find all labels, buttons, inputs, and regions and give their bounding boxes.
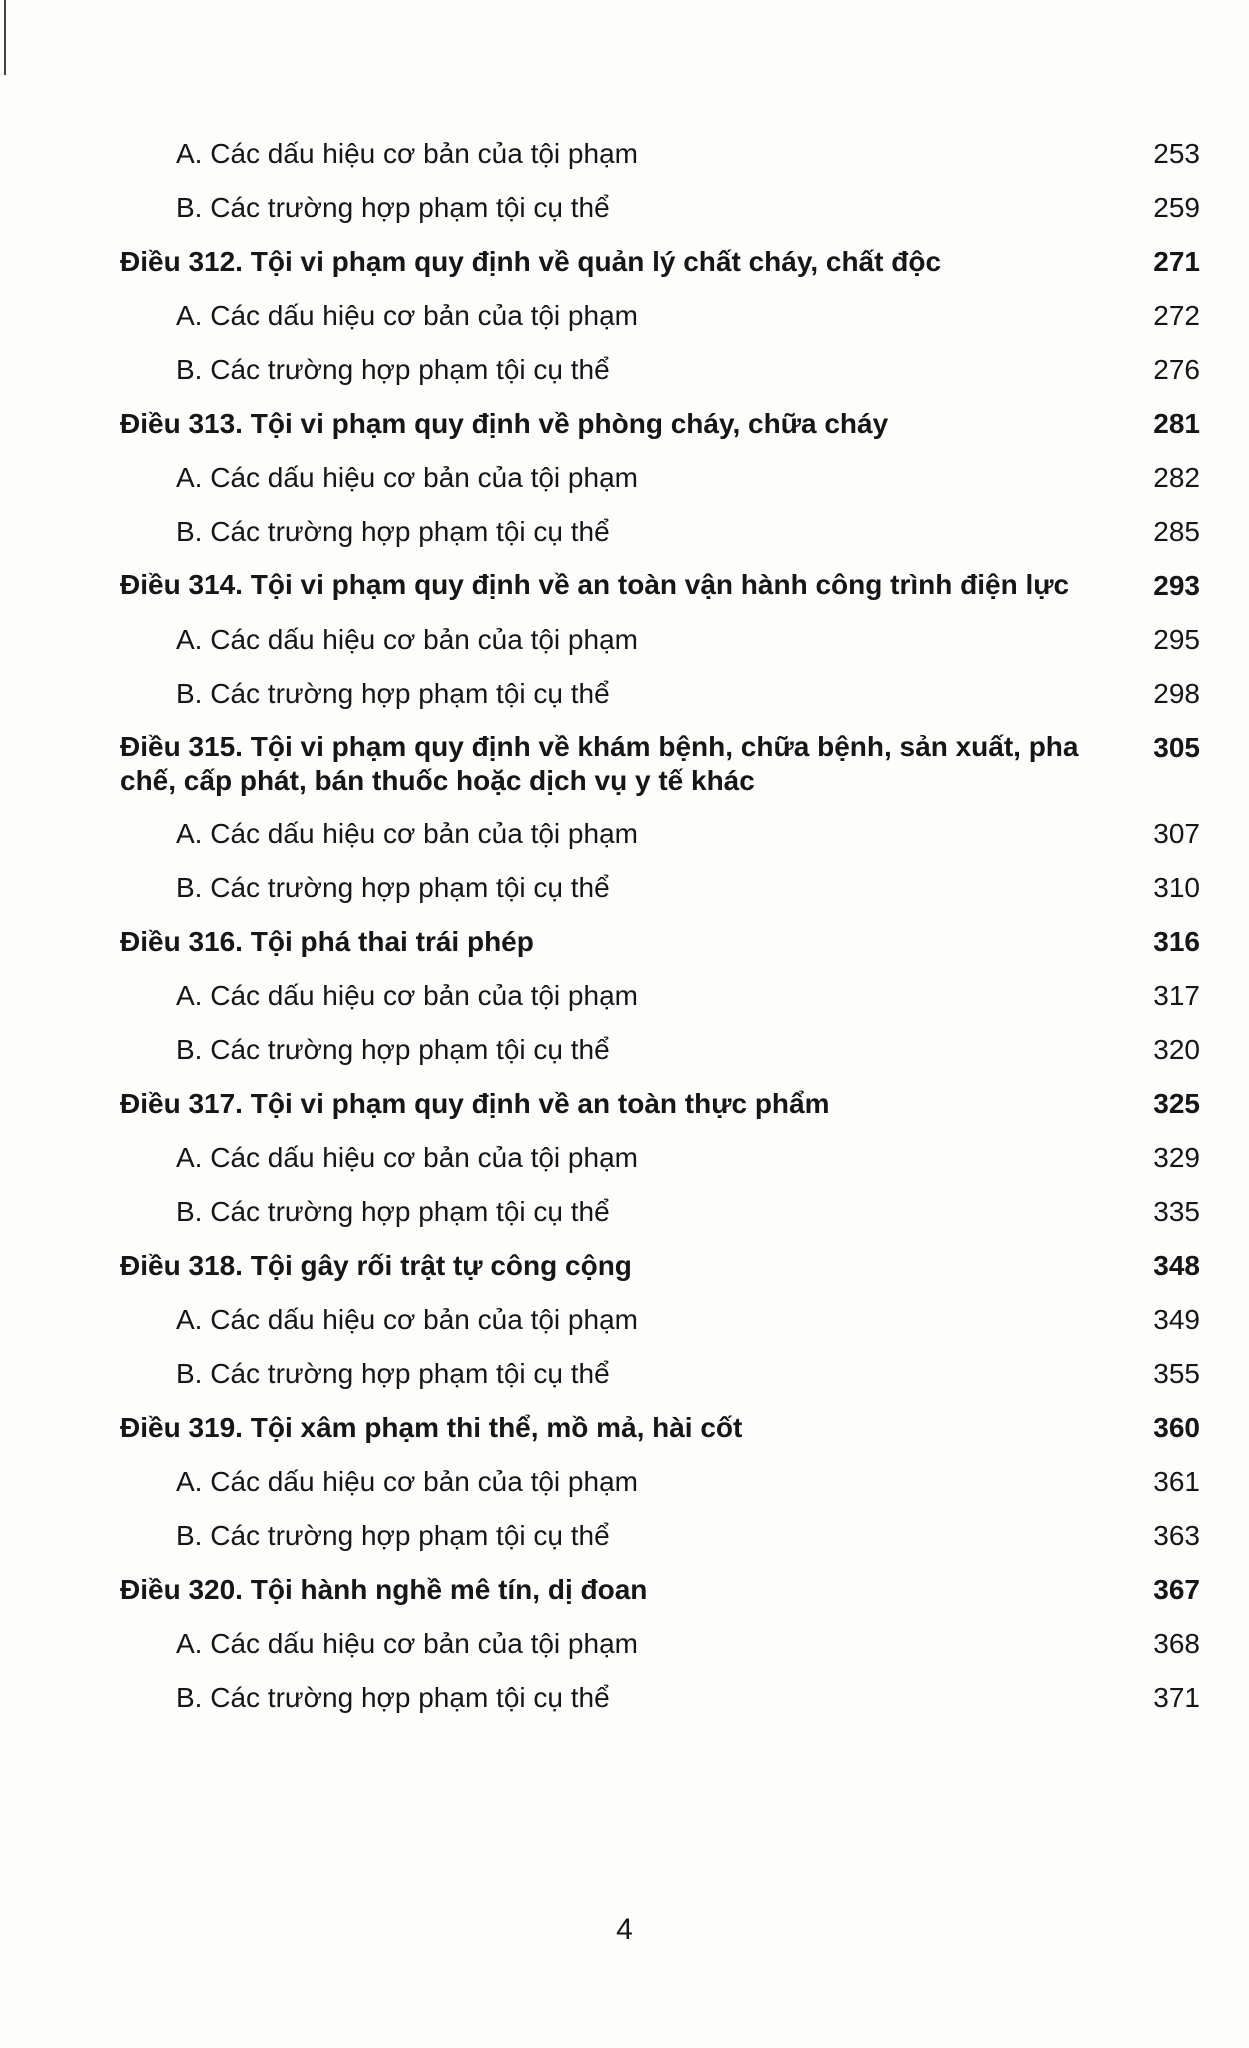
toc-entry-page: 335: [1153, 1196, 1200, 1227]
toc-entry-title: B. Các trường hợp phạm tội cụ thể: [176, 1196, 610, 1227]
toc-entry-page: 368: [1153, 1628, 1200, 1659]
toc-entry-page: 253: [1153, 138, 1200, 169]
toc-entry-sub[interactable]: [120, 870, 1200, 906]
toc-entry-page: 320: [1153, 1034, 1200, 1065]
toc-entry-sub[interactable]: [120, 1518, 1200, 1554]
toc-entry-page: 348: [1153, 1250, 1200, 1281]
toc-entry-page: 361: [1153, 1466, 1200, 1497]
toc-entry-title: A. Các dấu hiệu cơ bản của tội phạm: [176, 1304, 638, 1335]
toc-entry-title: A. Các dấu hiệu cơ bản của tội phạm: [176, 624, 638, 655]
toc-entry-page: 317: [1153, 980, 1200, 1011]
toc-entry-sub[interactable]: [120, 1464, 1200, 1500]
toc-entry-sub[interactable]: [120, 352, 1200, 388]
toc-entry-article[interactable]: [120, 406, 1200, 442]
toc-entry-page: 329: [1153, 1142, 1200, 1173]
toc-entry-page: 305: [1153, 732, 1200, 763]
toc-entry-title: A. Các dấu hiệu cơ bản của tội phạm: [176, 1466, 638, 1497]
toc-entry-sub[interactable]: [120, 1140, 1200, 1176]
toc-entry-title: B. Các trường hợp phạm tội cụ thể: [176, 678, 610, 709]
toc-entry-article[interactable]: [120, 1410, 1200, 1446]
toc-entry-page: 282: [1153, 462, 1200, 493]
toc-entry-title: B. Các trường hợp phạm tội cụ thể: [176, 516, 610, 547]
toc-entry-title: A. Các dấu hiệu cơ bản của tội phạm: [176, 300, 638, 331]
toc-entry-article[interactable]: [120, 1086, 1200, 1122]
toc-entry-title: B. Các trường hợp phạm tội cụ thể: [176, 872, 610, 903]
toc-entry-title: A. Các dấu hiệu cơ bản của tội phạm: [176, 980, 638, 1011]
toc-entry-page: 355: [1153, 1358, 1200, 1389]
toc-entry-sub[interactable]: [120, 622, 1200, 658]
toc-entry-page: 360: [1153, 1412, 1200, 1443]
toc-entry-title: Điều 317. Tội vi phạm quy định về an toàn thực phẩm: [120, 1088, 830, 1119]
toc-entry-title: B. Các trường hợp phạm tội cụ thể: [176, 1520, 610, 1551]
toc-entry-page: 325: [1153, 1088, 1200, 1119]
toc-entry-page: 293: [1153, 570, 1200, 601]
toc-entry-page: 371: [1153, 1682, 1200, 1713]
toc-entry-sub[interactable]: [120, 298, 1200, 334]
toc-entry-article[interactable]: [120, 730, 1200, 798]
toc-entry-sub[interactable]: [120, 136, 1200, 172]
toc-entry-sub[interactable]: [120, 1680, 1200, 1716]
toc-entry-page: 316: [1153, 926, 1200, 957]
toc-entry-title: A. Các dấu hiệu cơ bản của tội phạm: [176, 818, 638, 849]
toc-entry-sub[interactable]: [120, 190, 1200, 226]
toc-entry-page: 285: [1153, 516, 1200, 547]
toc-entry-title: Điều 315. Tội vi phạm quy định về khám bệnh, chữa bệnh, sản xuất, pha chế, cấp phát, bán thuốc hoặc dịch vụ y tế khác: [120, 731, 1079, 796]
toc-entry-sub[interactable]: [120, 676, 1200, 712]
toc-entry-title: Điều 318. Tội gây rối trật tự công cộng: [120, 1250, 632, 1281]
toc-entry-title: Điều 320. Tội hành nghề mê tín, dị đoan: [120, 1574, 648, 1605]
toc-entry-page: 272: [1153, 300, 1200, 331]
toc-entry-page: 271: [1153, 246, 1200, 277]
toc-entry-sub[interactable]: [120, 1356, 1200, 1392]
toc-entry-page: 281: [1153, 408, 1200, 439]
toc-entry-sub[interactable]: [120, 1626, 1200, 1662]
toc-entry-title: B. Các trường hợp phạm tội cụ thể: [176, 192, 610, 223]
toc-entry-title: B. Các trường hợp phạm tội cụ thể: [176, 354, 610, 385]
toc-entry-title: Điều 319. Tội xâm phạm thi thể, mồ mả, hài cốt: [120, 1412, 743, 1443]
toc-entry-title: B. Các trường hợp phạm tội cụ thể: [176, 1034, 610, 1065]
toc-entry-title: B. Các trường hợp phạm tội cụ thể: [176, 1682, 610, 1713]
toc-entry-page: 276: [1153, 354, 1200, 385]
toc-entry-article[interactable]: [120, 1572, 1200, 1608]
toc-entry-title: Điều 312. Tội vi phạm quy định về quản lý chất cháy, chất độc: [120, 246, 942, 277]
toc-entry-page: 259: [1153, 192, 1200, 223]
toc-entry-page: 349: [1153, 1304, 1200, 1335]
page-edge-line: [4, 0, 6, 75]
toc-entry-article[interactable]: [120, 924, 1200, 960]
toc-entry-title: Điều 316. Tội phá thai trái phép: [120, 926, 534, 957]
toc-entry-article[interactable]: [120, 244, 1200, 280]
toc-entry-title: A. Các dấu hiệu cơ bản của tội phạm: [176, 1142, 638, 1173]
table-of-contents: [120, 118, 1200, 1716]
toc-entry-title: A. Các dấu hiệu cơ bản của tội phạm: [176, 1628, 638, 1659]
toc-entry-page: 298: [1153, 678, 1200, 709]
toc-entry-page: 307: [1153, 818, 1200, 849]
toc-entry-title: Điều 314. Tội vi phạm quy định về an toàn vận hành công trình điện lực: [120, 569, 1070, 600]
toc-entry-sub[interactable]: [120, 514, 1200, 550]
toc-entry-article[interactable]: [120, 1248, 1200, 1284]
toc-entry-page: 295: [1153, 624, 1200, 655]
toc-entry-article[interactable]: [120, 568, 1200, 604]
toc-entry-sub[interactable]: [120, 1032, 1200, 1068]
toc-entry-page: 367: [1153, 1574, 1200, 1605]
toc-entry-title: A. Các dấu hiệu cơ bản của tội phạm: [176, 462, 638, 493]
toc-entry-page: 363: [1153, 1520, 1200, 1551]
toc-entry-title: A. Các dấu hiệu cơ bản của tội phạm: [176, 138, 638, 169]
toc-entry-sub[interactable]: [120, 1302, 1200, 1338]
page-number: 4: [616, 1913, 633, 1946]
toc-entry-sub[interactable]: [120, 460, 1200, 496]
toc-entry-sub[interactable]: [120, 978, 1200, 1014]
toc-entry-sub[interactable]: [120, 816, 1200, 852]
toc-entry-page: 310: [1153, 872, 1200, 903]
toc-entry-title: B. Các trường hợp phạm tội cụ thể: [176, 1358, 610, 1389]
toc-entry-title: Điều 313. Tội vi phạm quy định về phòng cháy, chữa cháy: [120, 408, 889, 439]
toc-entry-sub[interactable]: [120, 1194, 1200, 1230]
